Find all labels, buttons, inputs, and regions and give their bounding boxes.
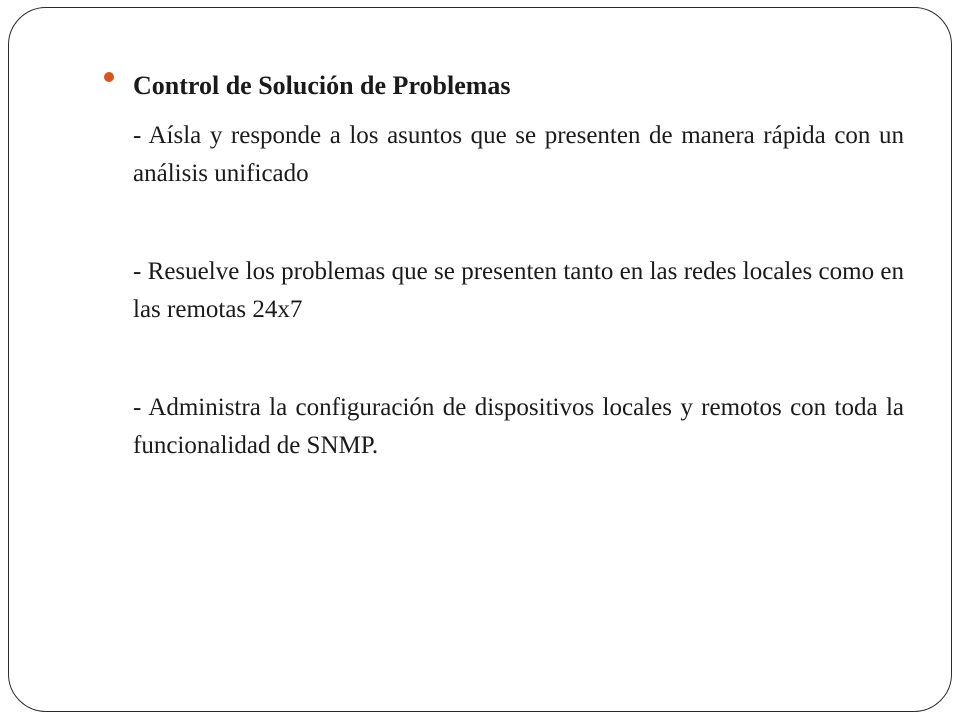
paragraph-1: - Aísla y responde a los asuntos que se presenten de manera rápida con un análisis unificado — [133, 122, 904, 187]
bullet-dot-icon — [104, 72, 114, 82]
paragraph-2: - Resuelve los problemas que se presenten tanto en las redes locales como en las remotas 24x7 — [133, 258, 904, 323]
paragraph-3: - Administra la configuración de dispositivos locales y remotos con toda la funcionalidad de SNMP. — [133, 394, 904, 459]
slide-heading: Control de Solución de Problemas — [133, 71, 511, 100]
slide-frame — [8, 7, 952, 712]
